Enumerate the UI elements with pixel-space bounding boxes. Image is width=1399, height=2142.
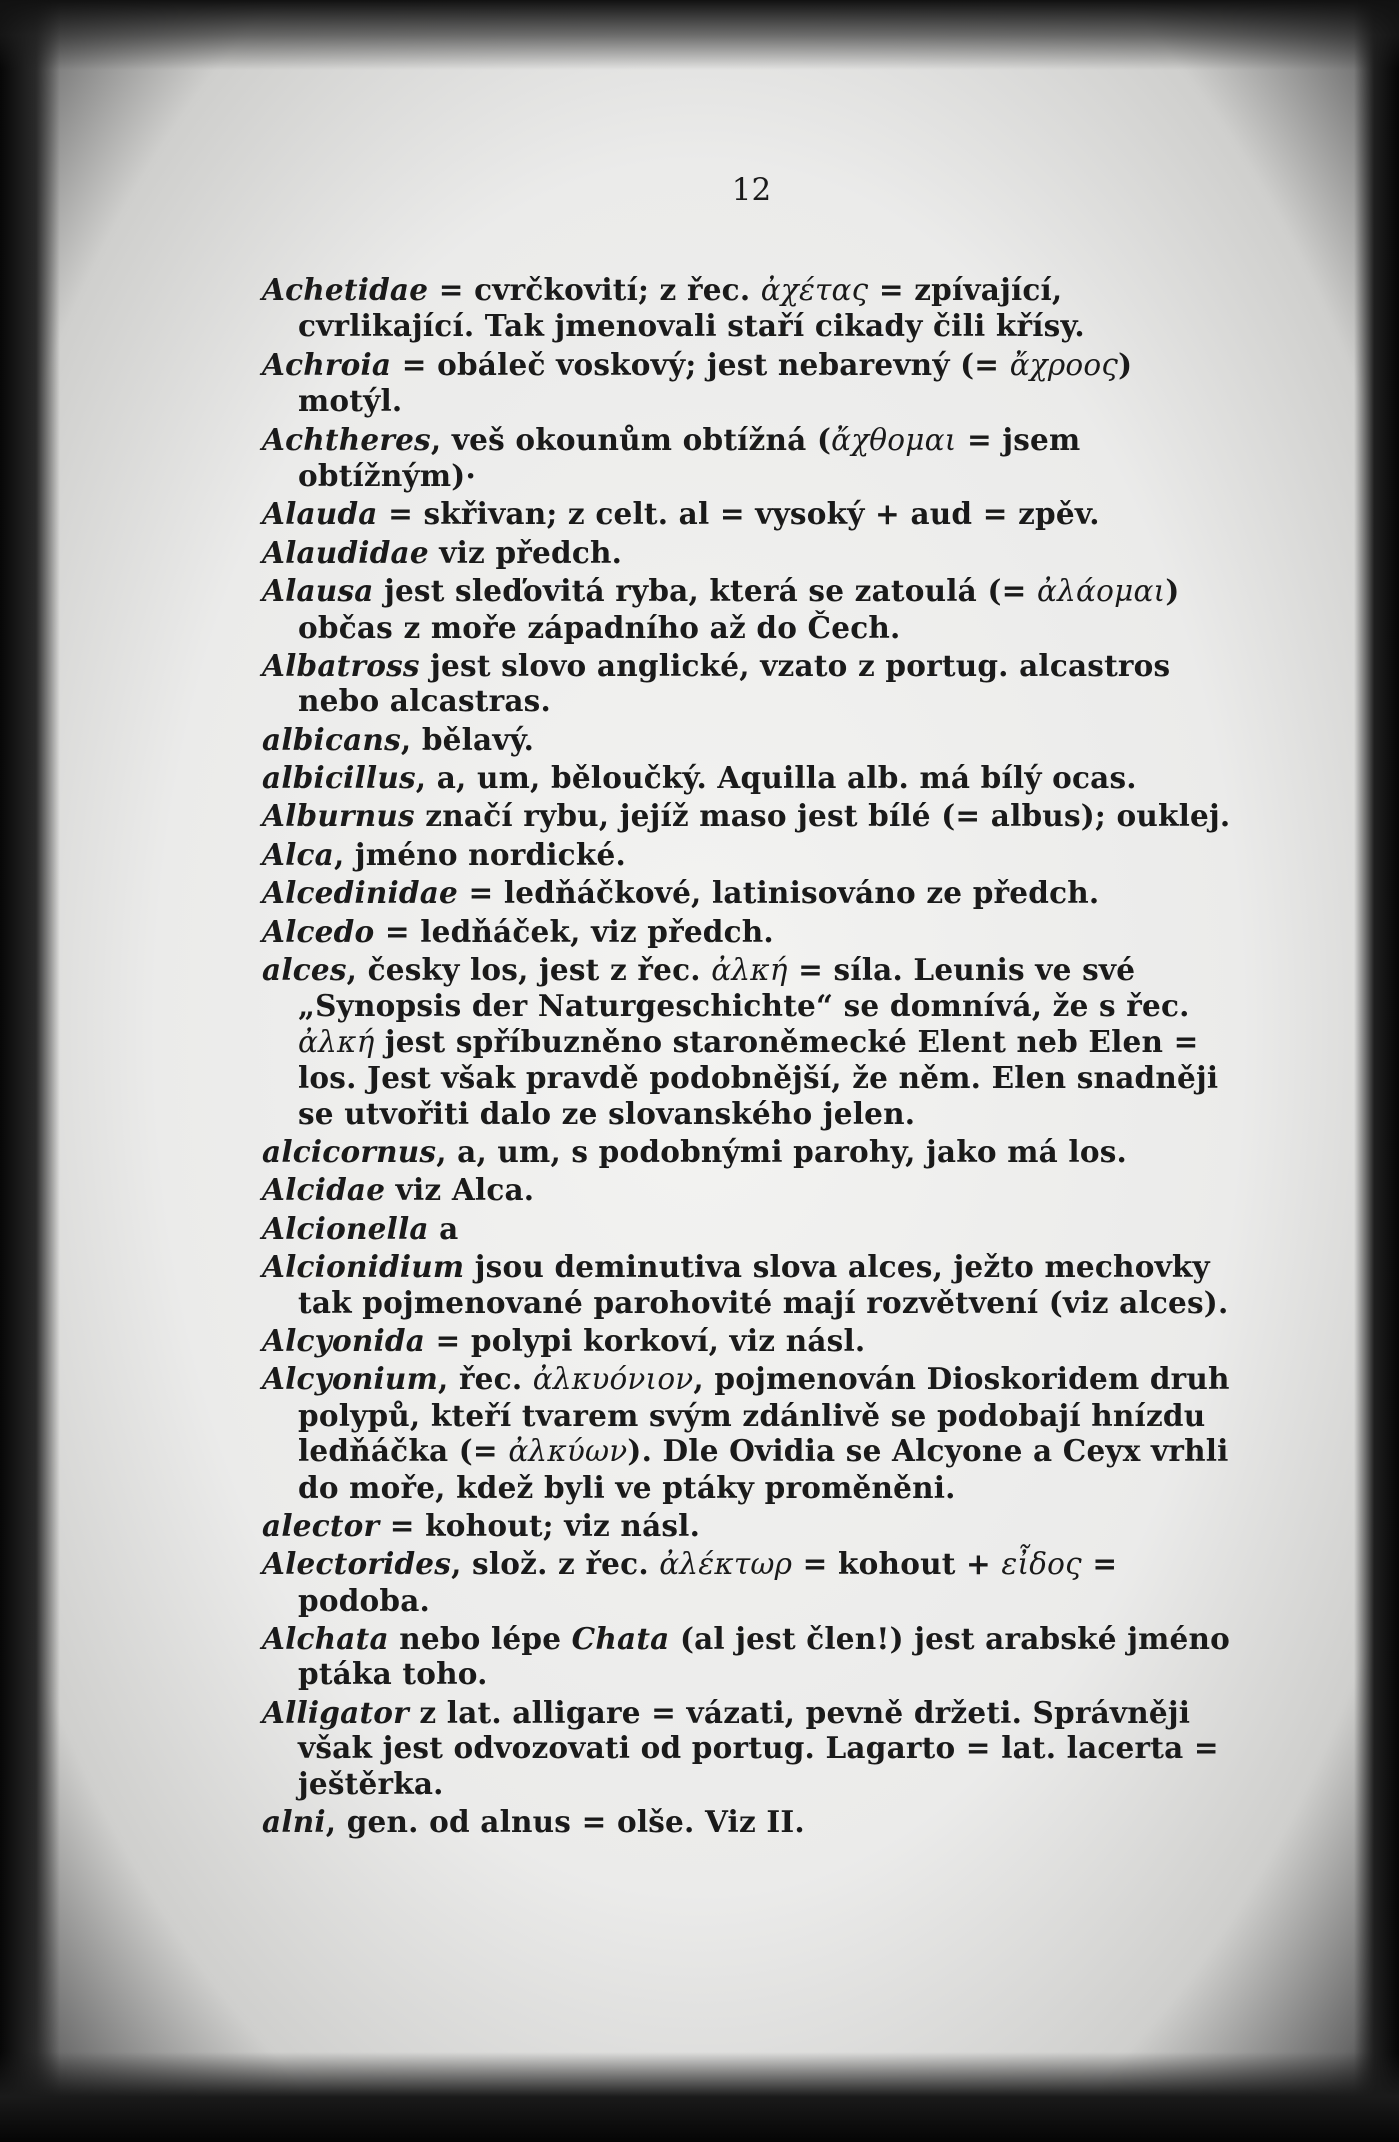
entry-text: značí rybu, jejíž maso jest bílé (= albus); ouklej. <box>414 798 1231 834</box>
entry-text: a <box>428 1210 459 1246</box>
entry-text: = polypi korkoví, viz násl. <box>425 1322 866 1358</box>
entry-text: = obáleč voskový; jest nebarevný (= <box>391 346 1010 382</box>
entry-text: = podoba. <box>298 1546 1118 1618</box>
entry-text: = skřivan; z celt. al = vysoký + aud = zpěv. <box>377 496 1100 532</box>
entry-headword: Alcyonida <box>262 1322 426 1358</box>
entry-headword: Alcedo <box>262 913 375 949</box>
glossary-entry <box>262 1695 1242 1801</box>
entry-text: = kohout; viz násl. <box>379 1507 701 1543</box>
entry-text: = síla. Leunis ve své „Synopsis der Naturgeschichte“ se domnívá, že s řec. <box>298 952 1190 1024</box>
entry-text: jsou deminutiva slova alces, ježto mechovky tak pojmenované parohovité mají rozvětvení (viz alces). <box>298 1249 1229 1320</box>
entry-text: nebo lépe <box>388 1621 572 1657</box>
scan-shadow-bottom <box>0 2052 1399 2142</box>
entry-text: = ledňáček, viz předch. <box>374 913 774 949</box>
entry-headword: Alcidae <box>262 1172 386 1208</box>
entry-headword: Achetidae <box>262 272 429 307</box>
glossary-entry <box>262 914 1242 949</box>
glossary-entry <box>262 952 1242 1131</box>
glossary-entry <box>262 1804 1242 1839</box>
glossary-entry <box>262 1508 1242 1543</box>
entry-text: ) motýl. <box>298 346 1133 419</box>
entry-headword: Alaudidae <box>262 534 429 570</box>
entry-text: = zpívající, cvrlikající. Tak jmenovali staří cikady čili křísy. <box>298 272 1085 344</box>
entry-text: , slož. z řec. <box>451 1546 660 1582</box>
glossary-entry <box>262 798 1242 833</box>
entry-text: , řec. <box>438 1361 533 1397</box>
greek-word: ἀλκυόνιον <box>532 1362 694 1397</box>
glossary-entry <box>262 1546 1242 1618</box>
glossary-entry <box>262 535 1242 570</box>
glossary-entry <box>262 1172 1242 1207</box>
entry-headword: alcicornus <box>262 1133 437 1169</box>
entry-headword: Alcionidium <box>262 1249 465 1285</box>
greek-word: εἶδος <box>1001 1547 1082 1582</box>
greek-word: ἄχροος <box>1009 347 1119 382</box>
entry-text: = cvrčkovití; z řec. <box>428 272 761 307</box>
glossary-entry <box>262 760 1242 795</box>
glossary-entry <box>262 422 1242 494</box>
entry-text: jest slovo anglické, vzato z portug. alcastros nebo alcastras. <box>298 647 1171 719</box>
glossary-entry <box>262 1621 1242 1692</box>
glossary-entry <box>262 1249 1242 1320</box>
entry-text: (al jest člen!) jest arabské jméno ptáka toho. <box>298 1621 1231 1692</box>
entry-headword: Alauda <box>262 496 378 532</box>
entry-headword: Alausa <box>262 573 374 609</box>
entry-headword: Alburnus <box>262 798 415 834</box>
entry-headword: Alcyonium <box>262 1361 438 1397</box>
entry-text: = jsem obtížným)· <box>298 421 1081 493</box>
entry-text: , a, um, běloučký. Aquilla alb. má bílý ocas. <box>415 760 1137 796</box>
entry-headword: alni <box>262 1804 326 1840</box>
entry-text: , a, um, s podobnými parohy, jako má los. <box>436 1133 1127 1169</box>
glossary-entry <box>262 496 1242 531</box>
scan-shadow-top <box>0 0 1399 70</box>
entry-text: ) občas z moře západního až do Čech. <box>298 573 1180 645</box>
entry-text: , bělavý. <box>400 721 535 757</box>
glossary-entry <box>262 648 1242 719</box>
entry-headword: Alchata <box>262 1621 389 1657</box>
entry-text: , pojmenován Dioskoridem druh polypů, kteří tvarem svým zdánlivě se podobají hnízdu ledňáčka (= <box>298 1361 1230 1469</box>
entry-text: , gen. od alnus = olše. Viz II. <box>325 1804 805 1840</box>
entry-headword: Albatross <box>262 647 420 683</box>
greek-word: ἀλέκτωρ <box>659 1547 793 1582</box>
page-number: 12 <box>731 172 772 208</box>
greek-word: ἀλκύων <box>508 1434 628 1469</box>
italic-term: Chata <box>571 1621 670 1657</box>
scan-shadow-right <box>1354 0 1399 2142</box>
glossary-entry <box>262 837 1242 872</box>
glossary-entry <box>262 272 1242 344</box>
greek-word: ἀλάομαι <box>1037 574 1166 609</box>
scan-shadow-left <box>0 0 60 2142</box>
entry-text: , česky los, jest z řec. <box>346 952 712 988</box>
entry-headword: Alca <box>262 836 334 872</box>
entry-headword: Achtheres <box>262 421 431 457</box>
greek-word: ἀλκή <box>711 953 788 988</box>
entry-headword: Achroia <box>262 346 392 382</box>
glossary-entry <box>262 1211 1242 1246</box>
glossary-entry <box>262 722 1242 757</box>
entry-headword: Alcedinidae <box>262 875 459 911</box>
entry-text: z lat. alligare = vázati, pevně držeti. Správněji však jest odvozovati od portug. Lagarto = lat. lacerta = ještěrka. <box>298 1694 1219 1801</box>
glossary-entry <box>262 1361 1242 1505</box>
entry-text: jest spříbuzněno staroněmecké Elent neb Elen = los. Jest však pravdě podobnější, že něm. Elen snadněji se utvořiti dalo ze slovanského jelen. <box>298 1023 1219 1131</box>
greek-word: ἀλκή <box>298 1024 375 1059</box>
glossary-entry <box>262 1323 1242 1358</box>
glossary-entry <box>262 875 1242 910</box>
entry-text: = kohout + <box>792 1546 1002 1582</box>
entry-text: ). Dle Ovidia se Alcyone a Ceyx vrhli do moře, kdež byli ve ptáky proměněni. <box>298 1433 1229 1505</box>
entry-text: , jméno nordické. <box>333 836 626 872</box>
entry-headword: alces <box>262 952 347 988</box>
entry-headword: alector <box>262 1507 380 1543</box>
greek-word: ἀχέτας <box>760 273 869 307</box>
entry-text: jest sleďovitá ryba, která se zatoulá (= <box>373 573 1037 609</box>
entry-headword: albicans <box>262 721 401 757</box>
entry-text: = ledňáčkové, latinisováno ze předch. <box>458 875 1100 911</box>
glossary-entry <box>262 573 1242 645</box>
glossary-entry <box>262 347 1242 419</box>
entry-text: , veš okounům obtížná ( <box>430 421 832 457</box>
entry-text: viz Alca. <box>385 1172 535 1208</box>
glossary-entry <box>262 1134 1242 1169</box>
entry-headword: Alectorides <box>262 1546 452 1582</box>
glossary-entries <box>262 272 1242 1842</box>
entry-headword: Alcionella <box>262 1210 429 1246</box>
entry-headword: Alligator <box>262 1694 409 1730</box>
entry-headword: albicillus <box>262 760 416 796</box>
greek-word: ἄχθομαι <box>831 422 957 457</box>
entry-text: viz předch. <box>428 534 623 570</box>
